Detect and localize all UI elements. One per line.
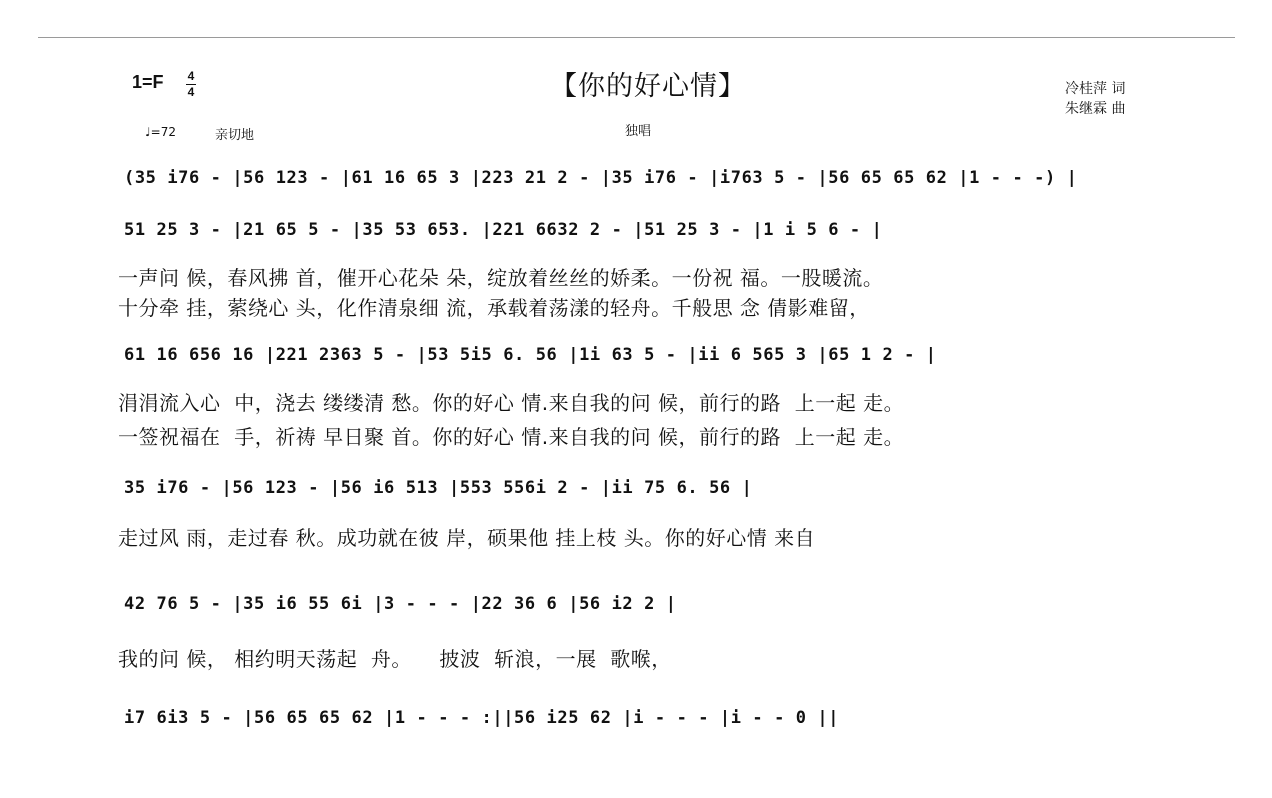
lyric-row-2-verse-2: 十分牵 挂，萦绕心 头，化作清泉细 流，承载着荡漾的轻舟。千般思 念 倩影难留， xyxy=(118,296,870,320)
lyric-row-2-verse-1: 一声问 候，春风拂 首，催开心花朵 朵，绽放着丝丝的娇柔。一份祝 福。一股暖流。 xyxy=(118,266,884,290)
notation-row-3: 61 16 656 16 |221 2363 5 - |53 5i5 6. 56 |1i 63 5 - |ii 6 565 3 |65 1 2 - | xyxy=(124,345,937,365)
lyric-row-3-verse-2: 一签祝福在 手，祈祷 早日聚 首。你的好心 情.来自我的问 候，前行的路 上一起 走。 xyxy=(118,425,905,449)
time-signature xyxy=(186,70,196,99)
notation-row-4: 35 i76 - |56 123 - |56 i6 513 |553 556i 2 - |ii 75 6. 56 | xyxy=(124,478,753,498)
top-rule xyxy=(38,37,1235,38)
composer-credit: 朱继霖 曲 xyxy=(1065,101,1126,117)
lyricist-credit: 冷桂萍 词 xyxy=(1065,81,1126,97)
expression-marking: 亲切地 xyxy=(215,128,255,143)
notation-row-1: (35 i76 - |56 123 - |61 16 65 3 |223 21 2 - |35 i76 - |i763 5 - |56 65 65 62 |1 - - -) | xyxy=(124,168,1078,188)
performance-marking: 独唱 xyxy=(625,124,652,139)
time-signature-bottom: 4 xyxy=(187,85,195,99)
song-title: 【你的好心情】 xyxy=(550,71,746,102)
lyric-row-4-verse-1: 走过风 雨，走过春 秋。成功就在彼 岸，硕果他 挂上枝 头。你的好心情 来自 xyxy=(118,526,816,550)
tempo-marking: ♩=72 xyxy=(145,125,176,139)
notation-row-5: 42 76 5 - |35 i6 55 6i |3 - - - |22 36 6 |56 i2 2 | xyxy=(124,594,677,614)
notation-row-6: i7 6i3 5 - |56 65 65 62 |1 - - - :||56 i25 62 |i - - - |i - - 0 || xyxy=(124,708,840,728)
lyric-row-3-verse-1: 涓涓流入心 中，浇去 缕缕清 愁。你的好心 情.来自我的问 候，前行的路 上一起 走。 xyxy=(118,391,905,415)
lyric-row-5-verse-1: 我的问 候， 相约明天荡起 舟。 披波 斩浪，一展 歌喉， xyxy=(118,647,672,671)
key-signature: 1=F xyxy=(132,72,164,92)
time-signature-top: 4 xyxy=(187,69,195,83)
notation-row-2: 51 25 3 - |21 65 5 - |35 53 653. |221 6632 2 - |51 25 3 - |1 i 5 6 - | xyxy=(124,220,883,240)
